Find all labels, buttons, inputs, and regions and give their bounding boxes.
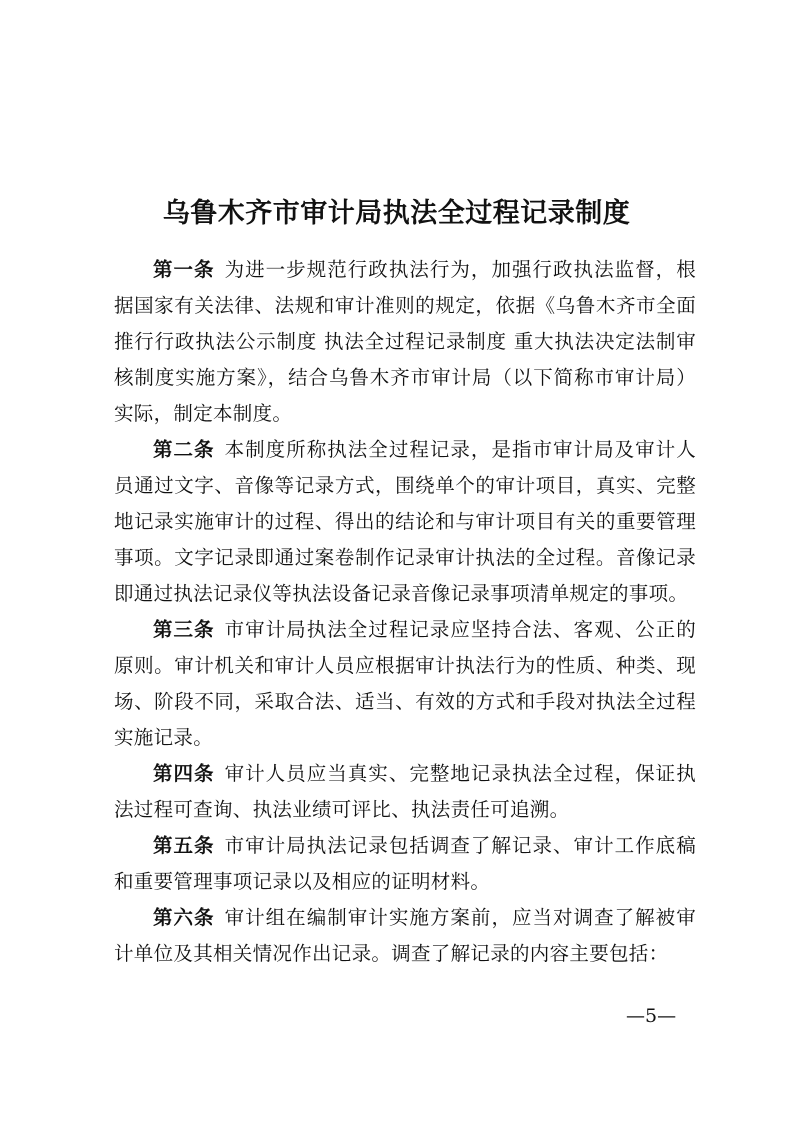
- article-number-3: 第三条: [153, 618, 215, 641]
- article-text-2: 本制度所称执法全过程记录，是指市审计局及审计人员通过文字、音像等记录方式，围绕单个的审计项目，真实、完整地记录实施审计的过程、得出的结论和与审计项目有关的重要管理事项。文字记录即通过案卷制作记录审计执法的全过程。音像记录即通过执法记录仪等执法设备记录音像记录事项清单规定的事项。: [114, 438, 696, 605]
- article-paragraph-1: [114, 252, 696, 432]
- article-paragraph-2: [114, 432, 696, 612]
- document-title: 乌鲁木齐市审计局执法全过程记录制度: [162, 198, 631, 230]
- article-number-6: 第六条: [153, 906, 215, 929]
- article-text-5: 市审计局执法记录包括调查了解记录、审计工作底稿和重要管理事项记录以及相应的证明材料。: [114, 834, 696, 893]
- article-text-3: 市审计局执法全过程记录应坚持合法、客观、公正的原则。审计机关和审计人员应根据审计执法行为的性质、种类、现场、阶段不同，采取合法、适当、有效的方式和手段对执法全过程实施记录。: [114, 618, 696, 749]
- article-paragraph-3: [114, 612, 696, 756]
- article-text-4: 审计人员应当真实、完整地记录执法全过程，保证执法过程可查询、执法业绩可评比、执法责任可追溯。: [114, 762, 696, 821]
- page-number: —5—: [626, 1005, 677, 1027]
- article-number-2: 第二条: [153, 438, 215, 461]
- article-text-1: 为进一步规范行政执法行为，加强行政执法监督，根据国家有关法律、法规和审计准则的规定，依据《乌鲁木齐市全面推行行政执法公示制度 执法全过程记录制度 重大执法决定法制审核制度实施方案》，结合乌鲁木齐市审计局（以下简称市审计局）实际，制定本制度。: [114, 258, 696, 425]
- article-text-6: 审计组在编制审计实施方案前，应当对调查了解被审计单位及其相关情况作出记录。调查了解记录的内容主要包括：: [114, 906, 696, 965]
- document-body: [114, 252, 696, 972]
- article-paragraph-4: [114, 756, 696, 828]
- article-number-4: 第四条: [153, 762, 215, 785]
- article-number-5: 第五条: [153, 834, 215, 857]
- article-number-1: 第一条: [153, 258, 215, 281]
- article-paragraph-6: [114, 900, 696, 972]
- article-paragraph-5: [114, 828, 696, 900]
